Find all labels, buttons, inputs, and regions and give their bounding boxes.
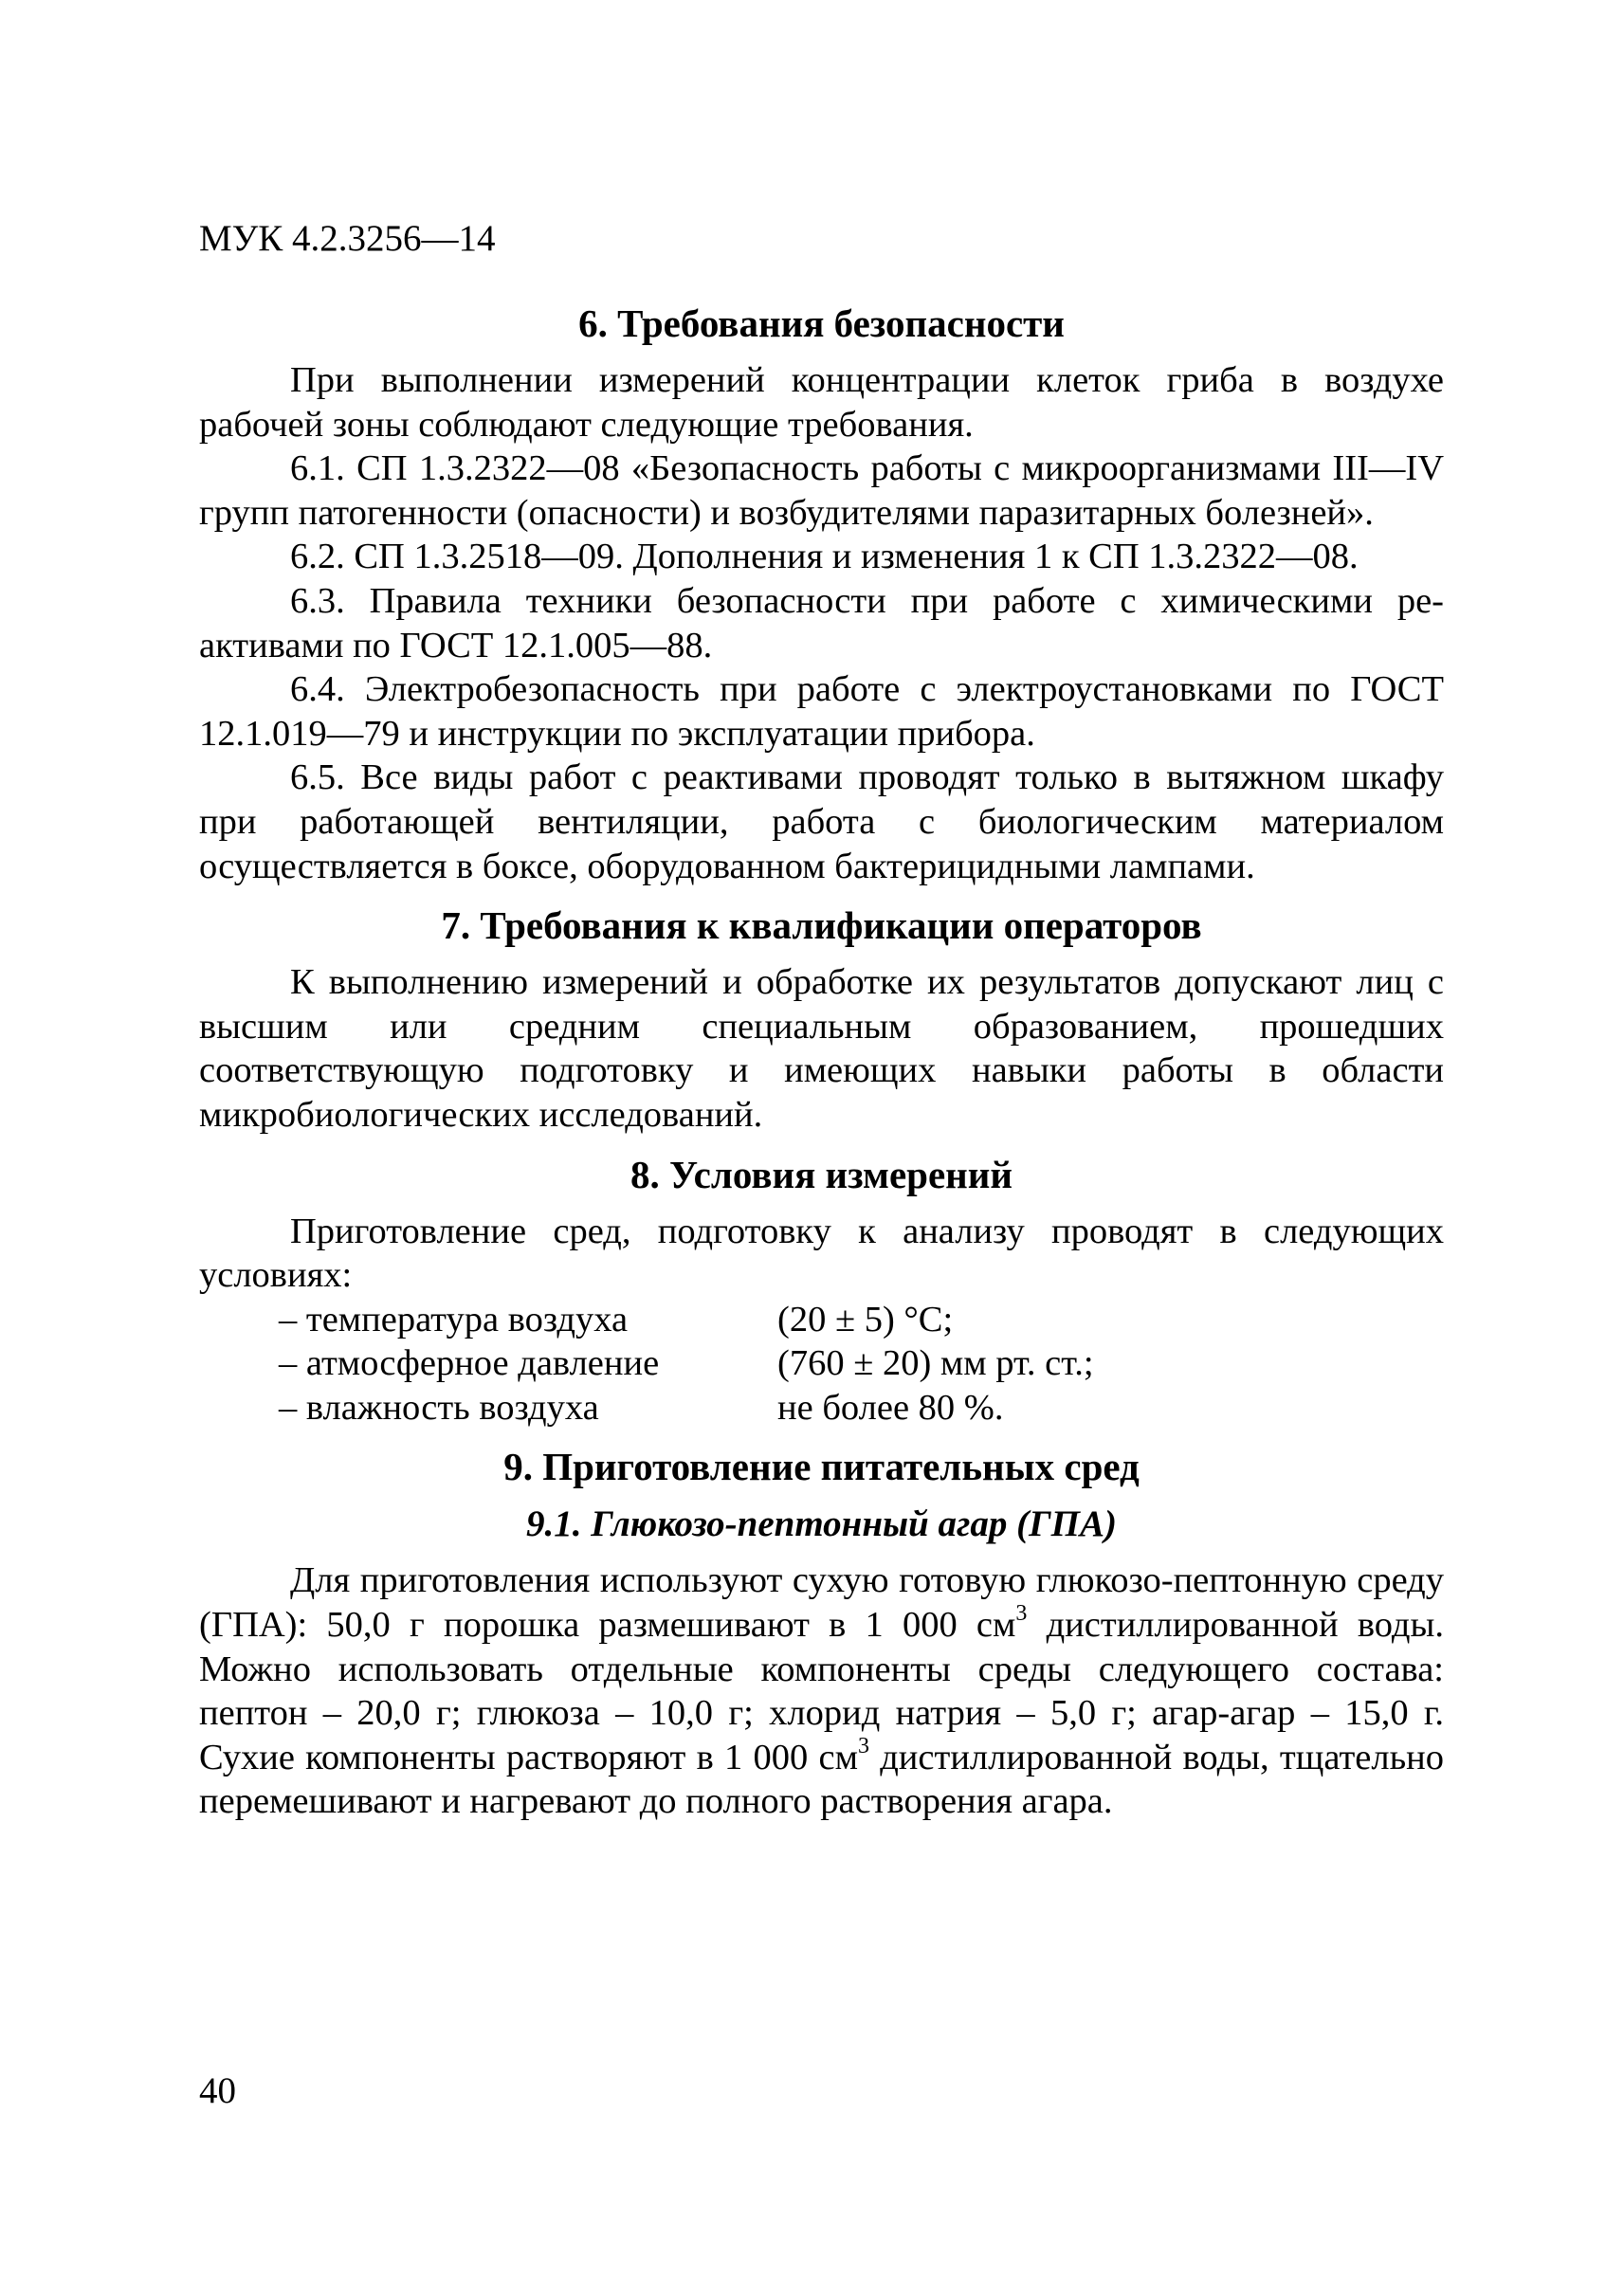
section-7-text: К выполнению измерений и обработке их результатов допускают лиц с высшим или средним специальным образованием, прошедших соответствующую подготовку и имеющих навыки работы в области микробиологических исследований. (199, 962, 1444, 1135)
section-6-intro: При выполнении измерений концентрации клеток гриба в воздухе рабочей зоны соблюдают следующие требования. (199, 360, 1444, 445)
page-number: 40 (199, 2070, 236, 2111)
condition-row (279, 1386, 1444, 1430)
superscript-cubic-2: 3 (857, 1733, 869, 1758)
section-6-item-1: 6.1. СП 1.3.2322—08 «Безопасность работы с микроорганизмами III—IV групп патогенности (опасности) и возбудителями паразитарных болезней». (199, 448, 1444, 533)
section-6-title: 6. Требования безопасности (578, 301, 1065, 345)
section-6-item-5: 6.5. Все виды работ с реактивами проводят только в вытяжном шкафу при работающей вентиляции, работа с биологическим материалом осуществляется в боксе, оборудованном бактерицидными лампами. (199, 757, 1444, 886)
section-6-item-4: 6.4. Электробезопасность при работе с электроустановками по ГОСТ 12.1.019—79 и инструкции по эксплуатации прибора. (199, 669, 1444, 754)
condition-name: – температура воздуха (279, 1299, 629, 1339)
condition-row (279, 1298, 1444, 1342)
section-9-1-subtitle: 9.1. Глюкозо-пептонный агар (ГПА) (525, 1503, 1117, 1545)
section-7 (199, 902, 1444, 1137)
section-6-item-2: 6.2. СП 1.3.2518—09. Дополнения и изменения 1 к СП 1.3.2322—08. (290, 537, 1359, 577)
section-9 (199, 1443, 1444, 1824)
document-page (199, 216, 1444, 1837)
condition-value: (20 ± 5) °С; (777, 1299, 954, 1339)
section-8 (199, 1151, 1444, 1430)
condition-name: – влажность воздуха (279, 1387, 599, 1428)
section-8-intro: Приготовление сред, подготовку к анализу проводят в следующих условиях: (199, 1211, 1444, 1296)
superscript-cubic-1: 3 (1015, 1601, 1028, 1627)
section-9-title: 9. Приготовление питательных сред (503, 1445, 1140, 1489)
document-code: МУК 4.2.3256—14 (199, 218, 496, 259)
conditions-list (279, 1298, 1444, 1430)
text-part-1: Для приготовления используют сухую готовую глюкозо-пептонную среду (ГПА): 50,0 г порошка размешивают в 1 000 см (199, 1560, 1444, 1646)
section-9-1-text (199, 1558, 1444, 1824)
condition-name: – атмосферное давление (279, 1343, 660, 1384)
condition-value: не более 80 %. (777, 1387, 1004, 1428)
condition-row (279, 1341, 1444, 1386)
text-part-2: дистиллированной воды. Можно использовать отдельные компоненты среды следующего состава: пептон – 20,0 г; глюкоза – 10,0 г; хлорид натрия – 5,0 г; агар-агар – 15,0 г. Сухие компоненты растворяют в 1 000 см (199, 1605, 1444, 1777)
section-7-title: 7. Требования к квалификации операторов (441, 903, 1202, 948)
section-6 (199, 300, 1444, 888)
condition-value: (760 ± 20) мм рт. ст.; (777, 1343, 1094, 1384)
text-part-3: дистиллированной воды, тщательно перемешивают и нагревают до полного растворения агара. (199, 1737, 1445, 1822)
section-6-item-3: 6.3. Правила техники безопасности при работе с химическими реактивами по ГОСТ 12.1.005—88. (199, 580, 1444, 665)
section-8-title: 8. Условия измерений (630, 1152, 1013, 1196)
